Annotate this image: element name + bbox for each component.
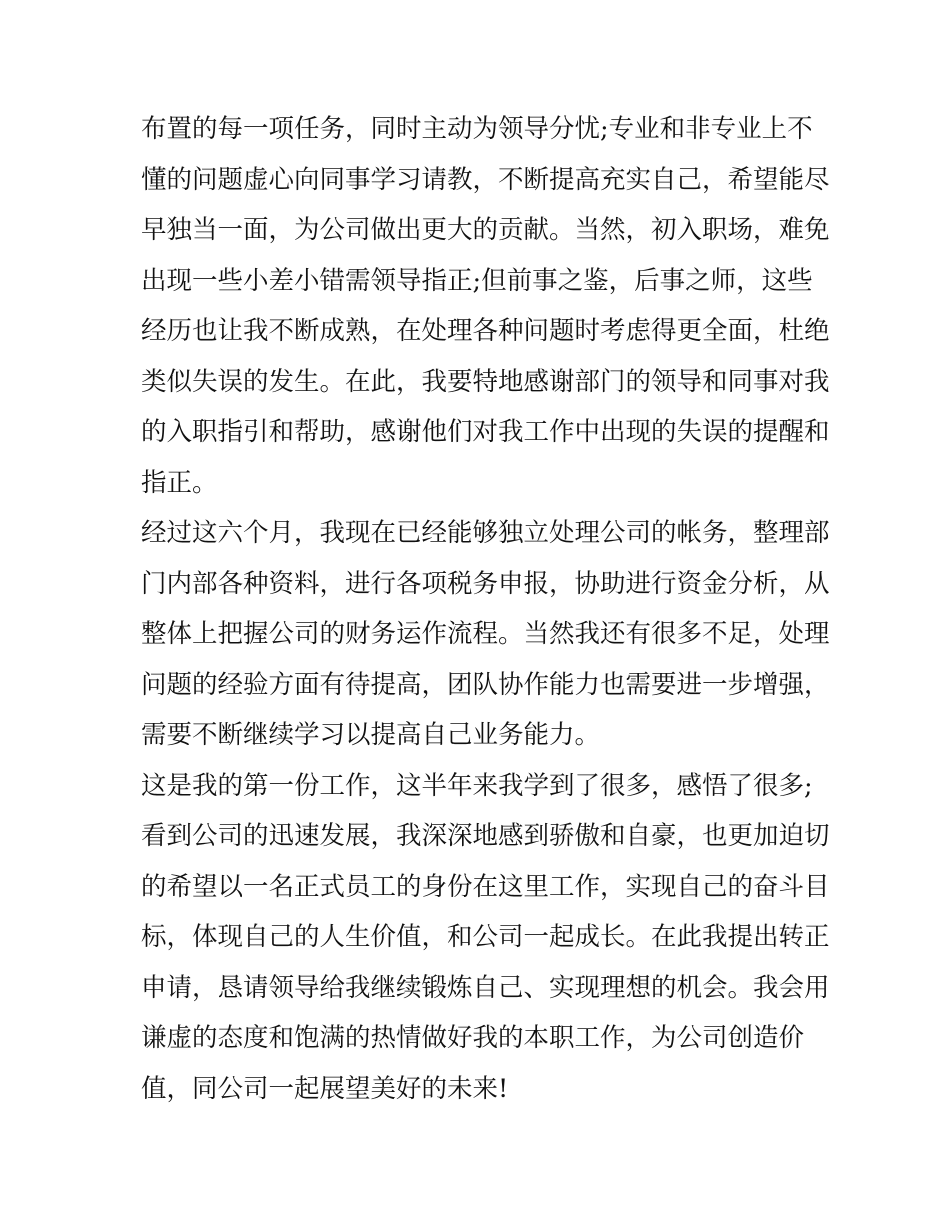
text-line: 布置的每一项任务，同时主动为领导分忧;专业和非专业上不 xyxy=(141,114,813,144)
text-line: 出现一些小差小错需领导指正;但前事之鉴，后事之师，这些 xyxy=(141,265,813,296)
text-line: 早独当一面，为公司做出更大的贡献。当然，初入职场，难免 xyxy=(141,215,830,245)
text-line: 看到公司的迅速发展，我深深地感到骄傲和自豪，也更加迫切 xyxy=(141,821,830,851)
text-line: 的希望以一名正式员工的身份在这里工作，实现自己的奋斗目 xyxy=(141,871,830,902)
text-line: 问题的经验方面有待提高，团队协作能力也需要进一步增强， xyxy=(141,669,830,700)
text-line: 谦虚的态度和饱满的热情做好我的本职工作，为公司创造价 xyxy=(141,1023,805,1053)
text-line: 经历也让我不断成熟，在处理各种问题时考虑得更全面，杜绝 xyxy=(141,316,830,346)
text-line: 的入职指引和帮助，感谢他们对我工作中出现的失误的提醒和 xyxy=(141,417,830,447)
document-body xyxy=(141,104,830,1114)
text-line: 经过这六个月，我现在已经能够独立处理公司的帐务，整理部 xyxy=(141,518,830,548)
text-line: 值，同公司一起展望美好的未来! xyxy=(141,1073,509,1104)
text-line: 懂的问题虚心向同事学习请教，不断提高充实自己，希望能尽 xyxy=(141,164,830,195)
text-line: 整体上把握公司的财务运作流程。当然我还有很多不足，处理 xyxy=(141,619,830,649)
text-line: 需要不断继续学习以提高自己业务能力。 xyxy=(141,720,601,750)
text-line: 类似失误的发生。在此，我要特地感谢部门的领导和同事对我 xyxy=(141,366,830,397)
text-line: 这是我的第一份工作，这半年来我学到了很多，感悟了很多; xyxy=(141,770,813,801)
text-line: 指正。 xyxy=(141,467,218,498)
text-line: 门内部各种资料，进行各项税务申报，协助进行资金分析，从 xyxy=(141,568,830,599)
text-line: 标，体现自己的人生价值，和公司一起成长。在此我提出转正 xyxy=(141,922,830,952)
text-line: 申请，恳请领导给我继续锻炼自己、实现理想的机会。我会用 xyxy=(141,972,830,1003)
